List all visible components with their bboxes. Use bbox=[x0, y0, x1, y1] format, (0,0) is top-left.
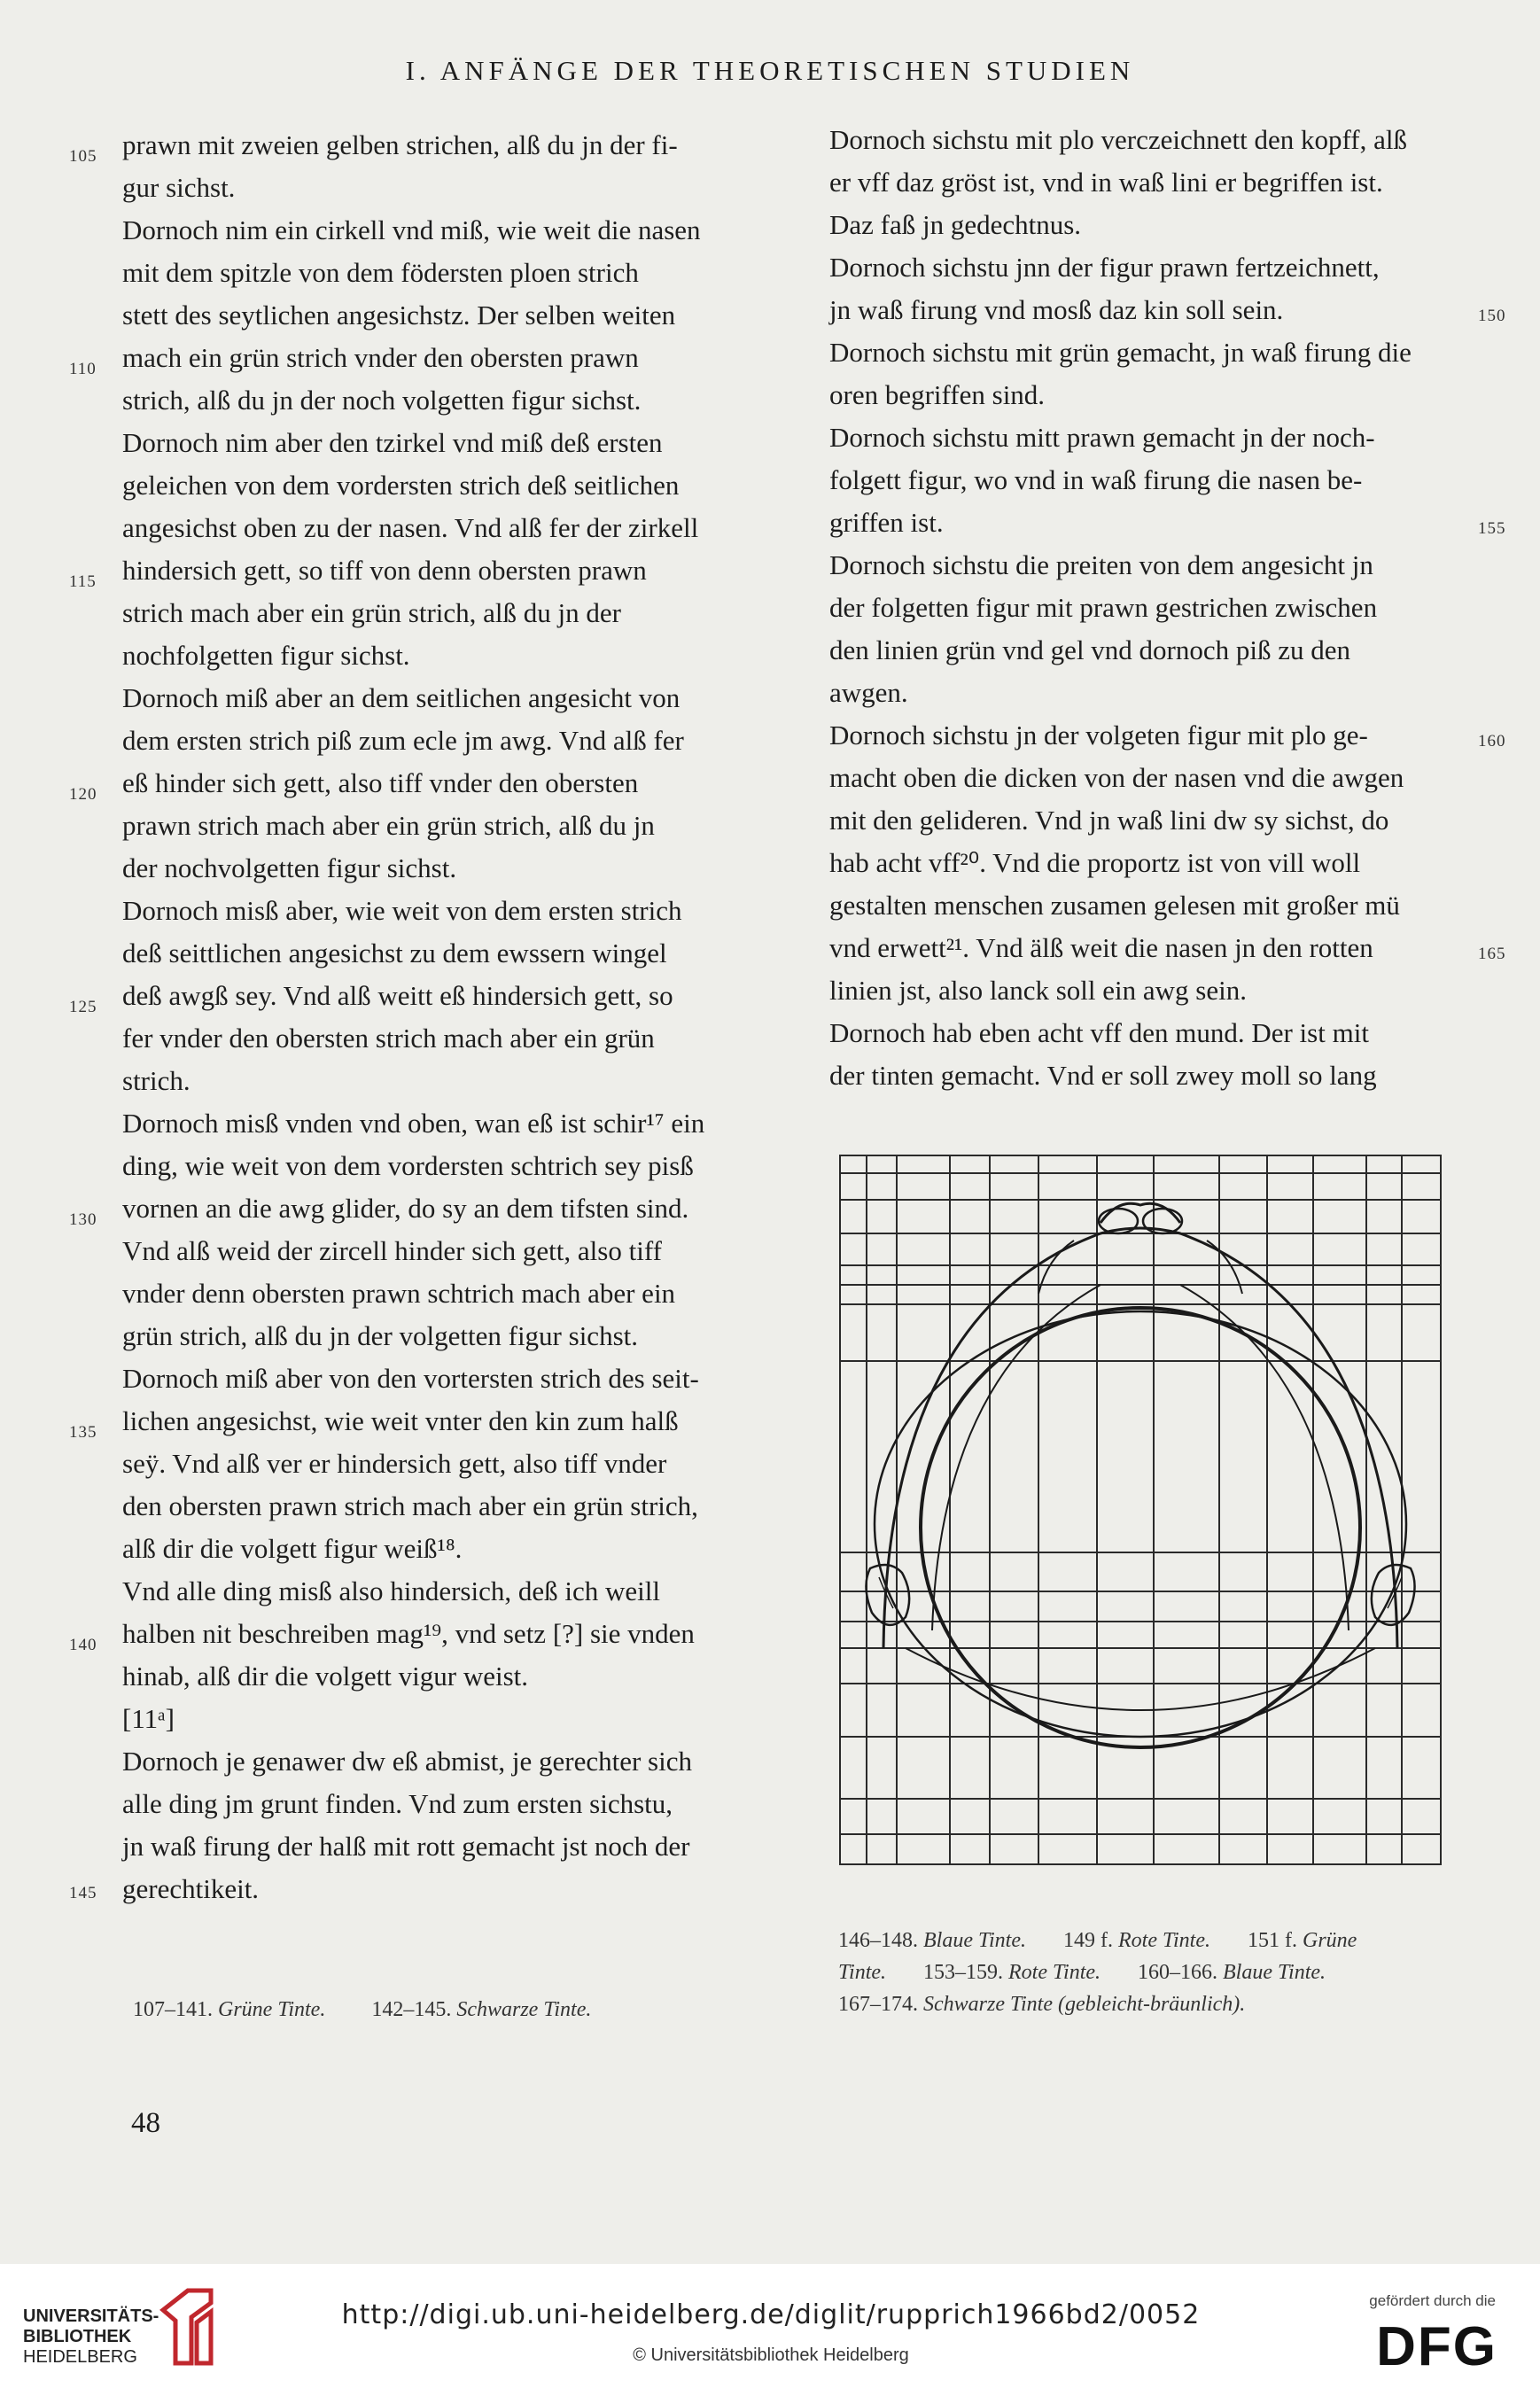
text-line: er vff daz gröst ist, vnd in waß lini er begriffen ist. bbox=[829, 167, 1383, 198]
text-line: deß awgß sey. Vnd alß weitt eß hindersich gett, so bbox=[122, 980, 673, 1011]
text-line: fer vnder den obersten strich mach aber ein grün bbox=[122, 1023, 655, 1054]
note-line bbox=[838, 1988, 1357, 2020]
copyright-text: © Universitätsbibliothek Heidelberg bbox=[633, 2345, 909, 2365]
text-line: angesichst oben zu der nasen. Vnd alß fer der zirkell bbox=[122, 512, 699, 543]
text-line: den obersten prawn strich mach aber ein grün strich, bbox=[122, 1490, 698, 1521]
note-range: 151 f. bbox=[1248, 1929, 1297, 1952]
text-line: hinab, alß dir die volgett vigur weist. bbox=[122, 1661, 529, 1692]
text-line: Dornoch sichstu mit grün gemacht, jn waß firung die bbox=[829, 337, 1412, 368]
text-line: Dornoch sichstu jn der volgeten figur mit plo ge- bbox=[829, 720, 1368, 751]
text-line: der tinten gemacht. Vnd er soll zwey moll so lang bbox=[829, 1060, 1377, 1091]
text-line: Vnd alle ding misß also hindersich, deß ich weill bbox=[122, 1575, 660, 1606]
text-line: Dornoch miß aber von den vortersten strich des seit- bbox=[122, 1363, 699, 1394]
text-line: geleichen von dem vordersten strich deß seitlichen bbox=[122, 470, 680, 501]
line-number: 130 bbox=[69, 1210, 97, 1229]
line-number: 160 bbox=[1478, 732, 1506, 751]
text-line: hindersich gett, so tiff von denn obersten prawn bbox=[122, 555, 647, 586]
text-line: gur sichst. bbox=[122, 172, 236, 203]
text-line: strich, alß du jn der noch volgetten figur sichst. bbox=[122, 385, 642, 416]
text-line: griffen ist. bbox=[829, 507, 944, 538]
text-line: [11ᵃ] bbox=[122, 1703, 175, 1734]
text-line: prawn strich mach aber ein grün strich, alß du jn bbox=[122, 810, 655, 841]
note-range: 153–159. bbox=[923, 1961, 1004, 1984]
text-line: folgett figur, wo vnd in waß firung die nasen be- bbox=[829, 464, 1363, 495]
text-line: Daz faß jn gedechtnus. bbox=[829, 209, 1082, 240]
text-line: Dornoch nim ein cirkell vnd miß, wie weit die nasen bbox=[122, 214, 701, 245]
line-number: 110 bbox=[69, 360, 97, 378]
note-line bbox=[838, 1956, 1357, 1988]
text-line: Vnd alß weid der zircell hinder sich gett, also tiff bbox=[122, 1235, 662, 1266]
note-ink: Blaue Tinte. bbox=[1223, 1961, 1326, 1984]
text-line: vnd erwett²¹. Vnd älß weit die nasen jn den rotten bbox=[829, 932, 1373, 963]
text-line: Dornoch miß aber an dem seitlichen angesicht von bbox=[122, 682, 681, 713]
line-number: 155 bbox=[1478, 519, 1506, 538]
note-ink: Rote Tinte. bbox=[1118, 1929, 1210, 1952]
text-line: jn waß firung vnd mosß daz kin soll sein. bbox=[829, 294, 1284, 325]
logo-line: HEIDELBERG bbox=[23, 2347, 137, 2367]
text-line: strich mach aber ein grün strich, alß du jn der bbox=[122, 597, 621, 628]
text-line: halben nit beschreiben mag¹⁹, vnd setz [?] sie vnden bbox=[122, 1618, 695, 1649]
logo-line: BIBLIOTHEK bbox=[23, 2327, 132, 2346]
text-line: prawn mit zweien gelben strichen, alß du jn der fi- bbox=[122, 129, 678, 160]
note-range: 146–148. bbox=[838, 1929, 918, 1952]
text-line: deß seittlichen angesichst zu dem ewssern wingel bbox=[122, 937, 667, 968]
text-line: gestalten menschen zusamen gelesen mit großer mü bbox=[829, 890, 1400, 921]
text-line: mach ein grün strich vnder den obersten prawn bbox=[122, 342, 639, 373]
text-line: oren begriffen sind. bbox=[829, 379, 1046, 410]
text-line: vnder denn obersten prawn schtrich mach aber ein bbox=[122, 1278, 676, 1309]
text-line: stett des seytlichen angesichstz. Der selben weiten bbox=[122, 299, 676, 331]
dfg-logo: DFG bbox=[1376, 2316, 1497, 2377]
left-text-column bbox=[122, 124, 769, 1941]
text-line: lichen angesichst, wie weit vnter den kin zum halß bbox=[122, 1405, 679, 1436]
note-ink: Schwarze Tinte. bbox=[456, 1998, 592, 2021]
line-number: 150 bbox=[1478, 307, 1506, 325]
right-text-column bbox=[829, 119, 1467, 1111]
head-proportion-figure bbox=[835, 1152, 1446, 1870]
page-header: I. ANFÄNGE DER THEORETISCHEN STUDIEN bbox=[405, 55, 1135, 86]
text-line: Dornoch misß vnden vnd oben, wan eß ist schir¹⁷ ein bbox=[122, 1108, 705, 1139]
text-line: ding, wie weit von dem vordersten schtrich sey pisß bbox=[122, 1150, 694, 1181]
text-line: Dornoch nim aber den tzirkel vnd miß deß ersten bbox=[122, 427, 663, 458]
text-line: grün strich, alß du jn der volgetten figur sichst. bbox=[122, 1320, 638, 1351]
text-line: Dornoch sichstu jnn der figur prawn fertzeichnett, bbox=[829, 252, 1380, 283]
text-line: hab acht vff²⁰. Vnd die proportz ist von vill woll bbox=[829, 847, 1361, 878]
line-number: 120 bbox=[69, 785, 97, 804]
note-range: 149 f. bbox=[1063, 1929, 1113, 1952]
note-range: 142–145. bbox=[371, 1998, 452, 2021]
text-line: vornen an die awg glider, do sy an dem tifsten sind. bbox=[122, 1193, 689, 1224]
text-line: Dornoch sichstu mit plo verczeichnett den kopff, alß bbox=[829, 124, 1407, 155]
line-number: 125 bbox=[69, 998, 97, 1016]
line-number: 140 bbox=[69, 1636, 97, 1654]
footer-bar bbox=[0, 2264, 1540, 2388]
note-range: 160–166. bbox=[1138, 1961, 1218, 1984]
text-line: mit den gelideren. Vnd jn waß lini dw sy sichst, do bbox=[829, 805, 1389, 836]
text-line: awgen. bbox=[829, 677, 908, 708]
text-line: Dornoch sichstu die preiten von dem angesicht jn bbox=[829, 549, 1373, 580]
text-line: seÿ. Vnd alß ver er hindersich gett, also tiff vnder bbox=[122, 1448, 667, 1479]
library-emblem-icon bbox=[156, 2283, 218, 2369]
line-number: 135 bbox=[69, 1423, 97, 1442]
text-line: der folgetten figur mit prawn gestrichen zwischen bbox=[829, 592, 1378, 623]
note-ink: Tinte. bbox=[838, 1961, 887, 1984]
text-line: den linien grün vnd gel vnd dornoch piß zu den bbox=[829, 634, 1351, 665]
line-number: 105 bbox=[69, 147, 97, 166]
note-line bbox=[838, 1925, 1357, 1956]
logo-line: UNIVERSITÄTS- bbox=[23, 2306, 159, 2326]
text-line: Dornoch sichstu mitt prawn gemacht jn der noch- bbox=[829, 422, 1375, 453]
text-line: jn waß firung der halß mit rott gemacht jst noch der bbox=[122, 1831, 690, 1862]
line-number: 165 bbox=[1478, 945, 1506, 963]
left-footnote bbox=[133, 1994, 591, 2026]
text-line: strich. bbox=[122, 1065, 191, 1096]
note-ink: Grüne Tinte. bbox=[218, 1998, 326, 2021]
note-ink: Grüne bbox=[1303, 1929, 1357, 1952]
note-range: 167–174. bbox=[838, 1993, 918, 2016]
right-footnote bbox=[838, 1925, 1357, 2020]
note-ink: Schwarze Tinte (gebleicht-bräunlich). bbox=[923, 1993, 1246, 2016]
text-line: linien jst, also lanck soll ein awg sein. bbox=[829, 975, 1247, 1006]
text-line: alß dir die volgett figur weiß¹⁸. bbox=[122, 1533, 463, 1564]
text-line: eß hinder sich gett, also tiff vnder den obersten bbox=[122, 767, 639, 798]
note-range: 107–141. bbox=[133, 1998, 213, 2021]
text-line: gerechtikeit. bbox=[122, 1873, 260, 1904]
text-line: macht oben die dicken von der nasen vnd die awgen bbox=[829, 762, 1404, 793]
text-line: der nochvolgetten figur sichst. bbox=[122, 852, 457, 883]
note-ink: Rote Tinte. bbox=[1008, 1961, 1101, 1984]
page-number: 48 bbox=[131, 2107, 160, 2139]
text-line: alle ding jm grunt finden. Vnd zum ersten sichstu, bbox=[122, 1788, 673, 1819]
sponsor-label: gefördert durch die bbox=[1369, 2292, 1496, 2309]
text-line: Dornoch je genawer dw eß abmist, je gerechter sich bbox=[122, 1746, 692, 1777]
permalink-url[interactable]: http://digi.ub.uni-heidelberg.de/diglit/rupprich1966bd2/0052 bbox=[341, 2299, 1201, 2330]
line-number: 145 bbox=[69, 1884, 97, 1902]
text-line: dem ersten strich piß zum ecle jm awg. Vnd alß fer bbox=[122, 725, 684, 756]
text-line: Dornoch hab eben acht vff den mund. Der ist mit bbox=[829, 1017, 1369, 1048]
note-ink: Blaue Tinte. bbox=[923, 1929, 1026, 1952]
text-line: mit dem spitzle von dem födersten ploen strich bbox=[122, 257, 639, 288]
line-number: 115 bbox=[69, 572, 97, 591]
text-line: Dornoch misß aber, wie weit von dem ersten strich bbox=[122, 895, 682, 926]
text-line: nochfolgetten figur sichst. bbox=[122, 640, 410, 671]
